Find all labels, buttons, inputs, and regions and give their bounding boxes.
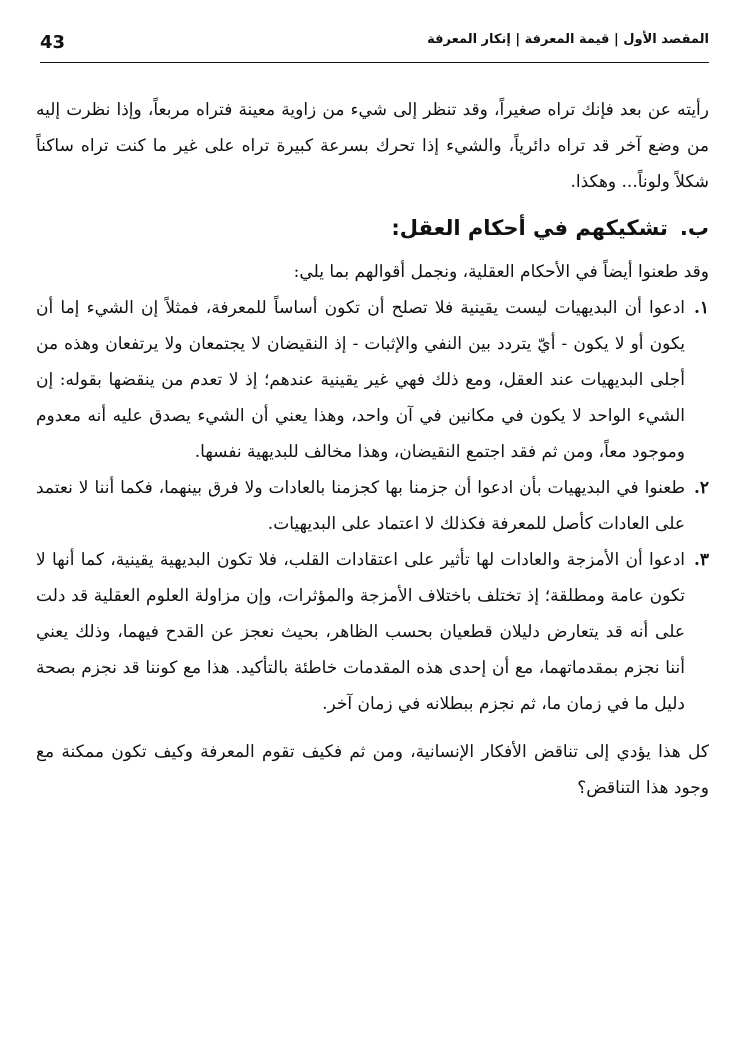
- lead-paragraph: وقد طعنوا أيضاً في الأحكام العقلية، ونجمل أقوالهم بما يلي:: [293, 262, 709, 282]
- closing-paragraph: كل هذا يؤدي إلى تناقض الأفكار الإنسانية، ومن ثم فكيف تقوم المعرفة وكيف تكون ممكنة مع وجود هذا التناقض؟: [36, 742, 709, 798]
- list-item: [36, 470, 709, 542]
- list-item-number: ٢.: [693, 478, 709, 498]
- page-header: [40, 28, 709, 63]
- section-title: تشكيكهم في أحكام العقل:: [391, 216, 668, 240]
- page-body: [36, 92, 709, 806]
- section-heading: [36, 208, 709, 248]
- claims-list: [36, 290, 709, 722]
- section-letter: ب.: [679, 216, 709, 240]
- running-head: المقصد الأول | قيمة المعرفة | إنكار المعرفة: [427, 32, 709, 47]
- list-item-text: ادعوا أن البديهيات ليست يقينية فلا تصلح أن تكون أساساً للمعرفة، فمثلاً إن الشيء إما أن يكون أو لا يكون - أيّ يتردد بين النفي والإثبات - إذ النقيضان لا يجتمعان ولا يرتفعان وهذه من أجلى البديهيات عند العقل، ومع ذلك فهي غير يقينية عندهم؛ إذ لا تعدم من ينقضها بقوله: إن الشيء الواحد لا يكون في مكانين في آن واحد، وهذا يعني أن الشيء يصدق عليه أنه معدوم وموجود معاً، ومن ثم فقد اجتمع النقيضان، وهذا مخالف للبديهية نفسها.: [36, 298, 685, 462]
- list-item-number: ١.: [693, 298, 709, 318]
- page-number: 43: [40, 32, 66, 53]
- list-item: [36, 290, 709, 470]
- list-item-text: طعنوا في البديهيات بأن ادعوا أن جزمنا بها كجزمنا بالعادات ولا فرق بينهما، فكما أننا لا نعتمد على العادات كأصل للمعرفة فكذلك لا اعتماد على البديهيات.: [36, 478, 685, 534]
- list-item-number: ٣.: [693, 550, 709, 570]
- list-item: [36, 542, 709, 722]
- list-item-text: ادعوا أن الأمزجة والعادات لها تأثير على اعتقادات القلب، فلا تكون البديهية يقينية، كما أنها لا تكون عامة ومطلقة؛ إذ تختلف باختلاف الأمزجة والمؤثرات، وإن مزاولة العلوم العقلية قد دلت على أنه قد يتعارض دليلان قطعيان بحسب الظاهر، بحيث نعجز عن القدح فيهما، وذلك يعني أننا نجزم بمقدماتهما، مع أن إحدى هذه المقدمات خاطئة بالتأكيد. هذا مع كوننا قد نجزم بصحة دليل ما في زمان ما، ثم نجزم ببطلانه في زمان آخر.: [36, 550, 685, 714]
- intro-paragraph: رأيته عن بعد فإنك تراه صغيراً، وقد تنظر إلى شيء من زاوية معينة فتراه مربعاً، وإذا نظرت إليه من وضع آخر قد تراه دائرياً، والشيء إذا تحرك بسرعة كبيرة تراه على غير ما كنت تراه ساكناً شكلاً ولوناً... وهكذا.: [36, 100, 709, 192]
